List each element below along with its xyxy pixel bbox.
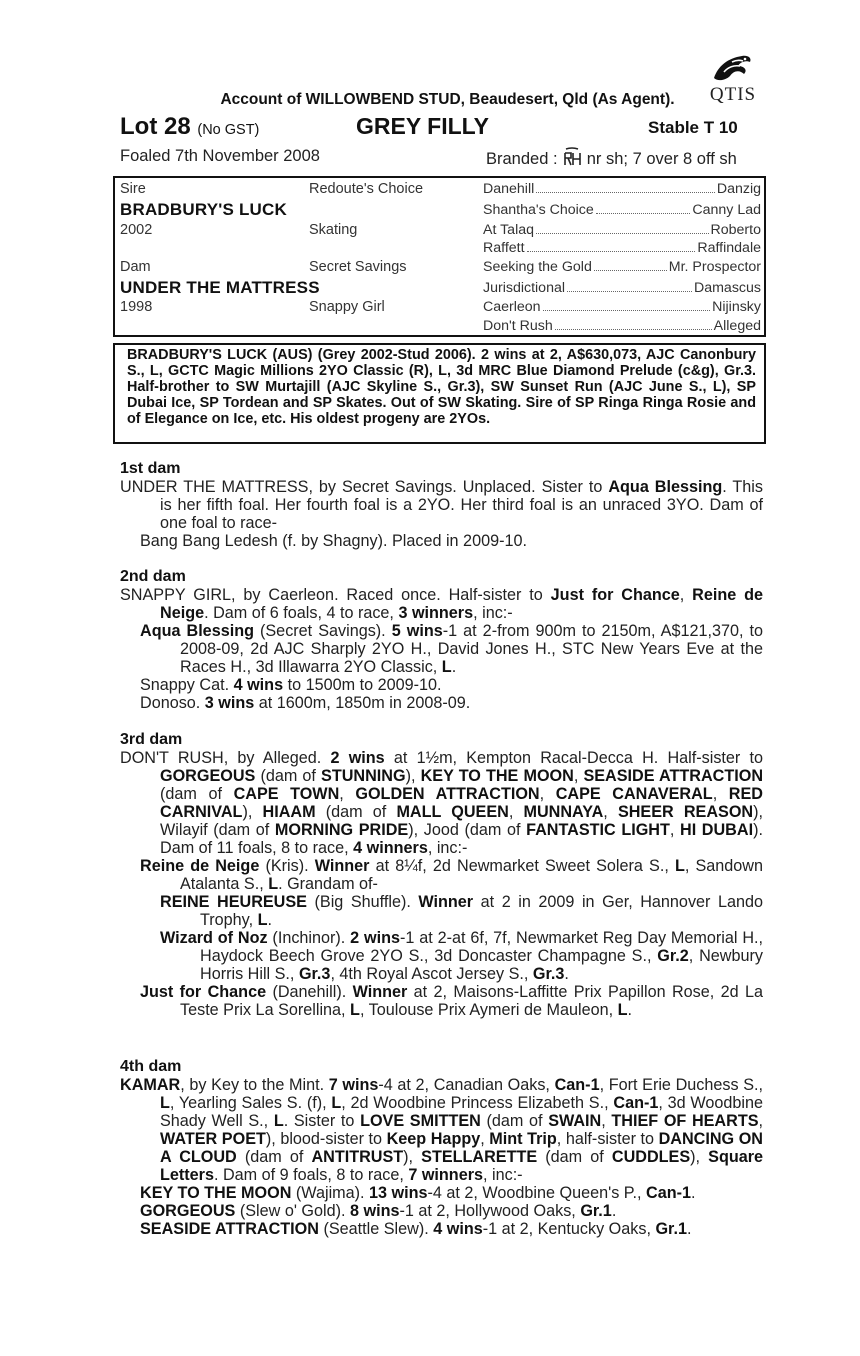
text-run: . bbox=[611, 1202, 617, 1220]
text-run: (dam of bbox=[480, 1112, 549, 1130]
bold-text-run: HIAAM bbox=[262, 803, 316, 821]
bold-text-run: 4 wins bbox=[233, 676, 284, 694]
progeny-entry bbox=[120, 857, 763, 893]
dam-name: UNDER THE MATTRESS bbox=[120, 278, 320, 297]
bold-text-run: KAMAR bbox=[120, 1076, 181, 1094]
brand-description: nr sh; 7 over 8 off sh bbox=[586, 150, 737, 168]
great-grandparent-name: Roberto bbox=[710, 222, 761, 238]
section-heading: 2nd dam bbox=[120, 568, 186, 585]
text-run: , bbox=[508, 803, 524, 821]
bold-text-run: SEASIDE ATTRACTION bbox=[140, 1220, 319, 1238]
text-run: , bbox=[603, 803, 618, 821]
grandparent-name: Raffett bbox=[483, 240, 525, 256]
text-run: , bbox=[573, 767, 584, 785]
grandparent-row bbox=[483, 280, 761, 296]
grandparent-row bbox=[483, 299, 761, 315]
third-dam-section bbox=[120, 731, 763, 1019]
grandparent-name: Seeking the Gold bbox=[483, 259, 592, 275]
bold-text-run: 2 wins bbox=[350, 929, 400, 947]
text-run: , bbox=[669, 821, 680, 839]
text-run: ), Jood (dam of bbox=[408, 821, 527, 839]
bold-text-run: L bbox=[268, 875, 279, 893]
text-run: , bbox=[539, 785, 556, 803]
text-run: at 1600m, 1850m in 2008-09. bbox=[254, 694, 471, 712]
text-run: at 8¼f, 2d Newmarket Sweet Solera S., bbox=[369, 857, 675, 875]
dam-dam: Snappy Girl bbox=[309, 299, 385, 315]
bold-text-run: GORGEOUS bbox=[140, 1202, 236, 1220]
bold-text-run: 3 winners bbox=[398, 604, 474, 622]
text-run: , 4th Royal Ascot Jersey S., bbox=[330, 965, 533, 983]
sire-year: 2002 bbox=[120, 222, 153, 238]
text-run: , inc:- bbox=[427, 839, 468, 857]
bold-text-run: CAPE TOWN bbox=[233, 785, 340, 803]
section-heading: 3rd dam bbox=[120, 731, 183, 748]
text-run: Donoso. bbox=[140, 694, 205, 712]
bold-text-run: Just for Chance bbox=[140, 983, 267, 1001]
stable-number: Stable T 10 bbox=[648, 118, 738, 137]
text-run: -4 at 2, Woodbine Queen's P., bbox=[427, 1184, 646, 1202]
text-run: (Secret Savings). bbox=[253, 622, 392, 640]
dam-paragraph bbox=[120, 478, 763, 532]
bold-text-run: Winner bbox=[418, 893, 474, 911]
bold-text-run: 13 wins bbox=[369, 1184, 428, 1202]
text-run: ), bbox=[690, 1148, 709, 1166]
text-run: . bbox=[627, 1001, 632, 1019]
bold-text-run: FANTASTIC LIGHT bbox=[526, 821, 670, 839]
sire-name: BRADBURY'S LUCK bbox=[120, 200, 287, 219]
grandparent-row bbox=[483, 240, 761, 256]
dam-sire: Secret Savings bbox=[309, 259, 407, 275]
fourth-dam-section bbox=[120, 1058, 763, 1238]
great-grandparent-name: Alleged bbox=[713, 318, 761, 334]
text-run: ). Dam of 11 foals, 8 to race, bbox=[160, 821, 763, 857]
leader-dots bbox=[555, 318, 712, 330]
text-run: -1 at 2-from 900m to 2150m, A$121,370, to 2008-09, 2d AJC Sharply 2YO H., David Jones H., STC New Years Eve at the Races H., 3d Illawarra 2YO Classic, bbox=[180, 622, 763, 676]
text-run: . Sister to bbox=[283, 1112, 361, 1130]
progeny-entry bbox=[120, 622, 763, 676]
grandparent-row bbox=[483, 259, 761, 275]
text-run: . bbox=[686, 1220, 692, 1238]
bold-text-run: GOLDEN ATTRACTION bbox=[355, 785, 540, 803]
bold-text-run: Square Letters bbox=[160, 1148, 764, 1184]
text-run: , Yearling Sales S. (f), bbox=[169, 1094, 332, 1112]
text-run: ), bbox=[403, 1148, 422, 1166]
brand-mark-icon bbox=[562, 147, 582, 167]
great-grandparent-name: Canny Lad bbox=[692, 202, 761, 218]
bold-text-run: LOVE SMITTEN bbox=[360, 1112, 481, 1130]
grandparent-name: Danehill bbox=[483, 181, 535, 197]
bold-text-run: RED CARNIVAL bbox=[160, 785, 763, 821]
bold-text-run: Gr.1 bbox=[580, 1202, 612, 1220]
text-run: . bbox=[451, 658, 457, 676]
bold-text-run: DANCING ON A CLOUD bbox=[160, 1130, 763, 1166]
grandprogeny-entry bbox=[120, 929, 763, 983]
bold-text-run: KEY TO THE MOON bbox=[420, 767, 574, 785]
text-run: -1 at 2-at 6f, 7f, Newmarket Reg Day Memorial H., Haydock Beech Grove 2YO S., 3d Doncaster Champagne S., bbox=[200, 929, 764, 965]
text-run: (dam of bbox=[537, 1148, 612, 1166]
text-run: , 2d Woodbine Princess Elizabeth S., bbox=[341, 1094, 614, 1112]
text-run: , inc:- bbox=[473, 604, 513, 622]
logo-wordmark: QTIS bbox=[709, 84, 757, 105]
text-run: , bbox=[758, 1112, 764, 1130]
bold-text-run: KEY TO THE MOON bbox=[140, 1184, 292, 1202]
bold-text-run: 2 wins bbox=[330, 749, 385, 767]
text-run: (Big Shuffle). bbox=[306, 893, 419, 911]
text-run: , by Key to the Mint. bbox=[180, 1076, 329, 1094]
text-run: (dam of bbox=[315, 803, 397, 821]
text-run: ), blood-sister to bbox=[265, 1130, 387, 1148]
bold-text-run: Can-1 bbox=[646, 1184, 691, 1202]
bold-text-run: GORGEOUS bbox=[160, 767, 256, 785]
text-run: , Toulouse Prix Aymeri de Mauleon, bbox=[359, 1001, 618, 1019]
bold-text-run: L bbox=[617, 1001, 628, 1019]
text-run: -1 at 2, Hollywood Oaks, bbox=[399, 1202, 581, 1220]
text-run: at 1½m, Kempton Racal-Decca H. Half-sister to bbox=[384, 749, 764, 767]
grandparent-row bbox=[483, 202, 761, 218]
bold-text-run: WATER POET bbox=[160, 1130, 266, 1148]
bold-text-run: Gr.1 bbox=[655, 1220, 687, 1238]
text-run: (dam of bbox=[236, 1148, 312, 1166]
dam-paragraph bbox=[120, 749, 763, 857]
bold-text-run: L bbox=[331, 1094, 342, 1112]
progeny-entry bbox=[120, 532, 763, 550]
bold-text-run: Keep Happy bbox=[386, 1130, 481, 1148]
bold-text-run: Just for Chance bbox=[550, 586, 680, 604]
great-grandparent-name: Damascus bbox=[693, 280, 761, 296]
leader-dots bbox=[536, 181, 715, 193]
bold-text-run: Gr.3 bbox=[298, 965, 331, 983]
bold-text-run: STUNNING bbox=[321, 767, 406, 785]
text-run: (Wajima). bbox=[291, 1184, 370, 1202]
progeny-entry bbox=[120, 676, 763, 694]
bold-text-run: L bbox=[674, 857, 685, 875]
text-run: (Danehill). bbox=[266, 983, 353, 1001]
bold-text-run: MALL QUEEN bbox=[396, 803, 509, 821]
bold-text-run: STELLARETTE bbox=[421, 1148, 538, 1166]
text-run: ), bbox=[242, 803, 263, 821]
section-heading: 1st dam bbox=[120, 460, 181, 477]
grandparent-row bbox=[483, 181, 761, 197]
sire-label: Sire bbox=[120, 181, 146, 197]
text-run: , bbox=[712, 785, 729, 803]
leader-dots bbox=[527, 240, 696, 252]
text-run: (Slew o' Gold). bbox=[235, 1202, 350, 1220]
grandparent-name: Jurisdictional bbox=[483, 280, 566, 296]
bold-text-run: THIEF OF HEARTS bbox=[611, 1112, 759, 1130]
text-run: SNAPPY GIRL, by Caerleon. Raced once. Half-sister to bbox=[120, 586, 551, 604]
bold-text-run: REINE HEUREUSE bbox=[160, 893, 307, 911]
sire-summary: BRADBURY'S LUCK (AUS) (Grey 2002-Stud 2006). 2 wins at 2, A$630,073, AJC Canonbury S., L, GCTC Magic Millions 2YO Classic (R), L, 3d MRC Blue Diamond Prelude (c&g), Gr.3. Half-brother to SW Murtajill (AJC Skyline S., Gr.3), SW Sunset Run (AJC June S., L), SP Dubai Ice, SP Tordean and SP Skates. Out of SW Skating. Sire of SP Ringa Ringa Rosie and of Elegance on Ice, etc. His oldest progeny are 2YOs. bbox=[127, 347, 756, 427]
grandprogeny-entry bbox=[120, 893, 763, 929]
bold-text-run: Can-1 bbox=[613, 1094, 659, 1112]
progeny-entry bbox=[120, 694, 763, 712]
text-run: Bang Bang Ledesh (f. by Shagny). Placed in 2009-10. bbox=[140, 532, 527, 550]
text-run: , inc:- bbox=[483, 1166, 523, 1184]
progeny-entry bbox=[120, 983, 763, 1019]
bold-text-run: SHEER REASON bbox=[617, 803, 754, 821]
text-run: . bbox=[267, 911, 272, 929]
bold-text-run: 3 wins bbox=[204, 694, 255, 712]
dam-label: Dam bbox=[120, 259, 151, 275]
text-run: -4 at 2, Canadian Oaks, bbox=[378, 1076, 555, 1094]
leader-dots bbox=[596, 202, 691, 214]
text-run: ), bbox=[405, 767, 421, 785]
text-run: DON'T RUSH, by Alleged. bbox=[120, 749, 331, 767]
bold-text-run: L bbox=[441, 658, 452, 676]
text-run: ), Wilayif (dam of bbox=[160, 803, 764, 839]
text-run: to 1500m to 2009-10. bbox=[283, 676, 442, 694]
horse-description: GREY FILLY bbox=[356, 113, 489, 139]
grandparent-name: At Talaq bbox=[483, 222, 535, 238]
great-grandparent-name: Mr. Prospector bbox=[668, 259, 761, 275]
text-run: . bbox=[690, 1184, 696, 1202]
bold-text-run: L bbox=[160, 1094, 170, 1112]
text-run: (Kris). bbox=[259, 857, 315, 875]
bold-text-run: Wizard of Noz bbox=[160, 929, 268, 947]
text-run: , bbox=[480, 1130, 490, 1148]
brand-label: Branded : bbox=[486, 150, 558, 168]
text-run: , bbox=[601, 1112, 612, 1130]
bold-text-run: SEASIDE ATTRACTION bbox=[583, 767, 764, 785]
progeny-entry bbox=[120, 1184, 763, 1202]
bold-text-run: L bbox=[350, 1001, 360, 1019]
bold-text-run: Aqua Blessing bbox=[140, 622, 254, 640]
text-run: . Dam of 9 foals, 8 to race, bbox=[213, 1166, 409, 1184]
leader-dots bbox=[594, 259, 667, 271]
grandparent-row bbox=[483, 222, 761, 238]
grandparent-row bbox=[483, 318, 761, 334]
bold-text-run: Winner bbox=[314, 857, 370, 875]
bold-text-run: 5 wins bbox=[391, 622, 443, 640]
bold-text-run: MORNING PRIDE bbox=[274, 821, 409, 839]
bold-text-run: HI DUBAI bbox=[680, 821, 754, 839]
brand-info bbox=[486, 147, 737, 169]
vendor-account: Account of WILLOWBEND STUD, Beaudesert, Qld (As Agent). bbox=[220, 91, 675, 108]
text-run: Snappy Cat. bbox=[140, 676, 234, 694]
text-run: , bbox=[679, 586, 693, 604]
text-run: at 2 in 2009 in Ger, Hannover Lando Trophy, bbox=[200, 893, 763, 929]
text-run: (dam of bbox=[255, 767, 322, 785]
sire-dam: Skating bbox=[309, 222, 358, 238]
text-run: , bbox=[339, 785, 356, 803]
bold-text-run: 4 winners bbox=[353, 839, 428, 857]
text-run: , 3d Woodbine Shady Well S., bbox=[160, 1094, 763, 1130]
lot-number bbox=[120, 113, 259, 141]
bold-text-run: L bbox=[273, 1112, 284, 1130]
text-run: , Fort Erie Duchess S., bbox=[599, 1076, 764, 1094]
bold-text-run: 4 wins bbox=[433, 1220, 483, 1238]
leader-dots bbox=[543, 299, 711, 311]
text-run: . Dam of 6 foals, 4 to race, bbox=[204, 604, 399, 622]
sire-summary-box bbox=[113, 343, 766, 444]
pedigree-table bbox=[113, 176, 766, 337]
bold-text-run: CAPE CANAVERAL bbox=[555, 785, 713, 803]
progeny-entry bbox=[120, 1220, 763, 1238]
foaling-date: Foaled 7th November 2008 bbox=[120, 147, 320, 165]
horse-head-logo-icon bbox=[710, 52, 754, 82]
dam-paragraph bbox=[120, 586, 763, 622]
bold-text-run: Gr.2 bbox=[657, 947, 689, 965]
great-grandparent-name: Nijinsky bbox=[712, 299, 761, 315]
gst-note: (No GST) bbox=[197, 122, 260, 138]
bold-text-run: Mint Trip bbox=[489, 1130, 557, 1148]
dam-year: 1998 bbox=[120, 299, 153, 315]
text-run: UNDER THE MATTRESS, by Secret Savings. Unplaced. Sister to bbox=[120, 478, 609, 496]
second-dam-section bbox=[120, 568, 763, 712]
text-run: at 2, Maisons-Laffitte Prix Papillon Rose, 2d La Teste Prix La Sorellina, bbox=[180, 983, 763, 1019]
bold-text-run: 7 wins bbox=[328, 1076, 379, 1094]
bold-text-run: Reine de Neige bbox=[160, 586, 763, 622]
bold-text-run: MUNNAYA bbox=[523, 803, 604, 821]
great-grandparent-name: Raffindale bbox=[697, 240, 761, 256]
text-run: (dam of bbox=[160, 785, 234, 803]
bold-text-run: Aqua Blessing bbox=[608, 478, 723, 496]
bold-text-run: Gr.3 bbox=[532, 965, 565, 983]
text-run: , half-sister to bbox=[556, 1130, 659, 1148]
bold-text-run: ANTITRUST bbox=[311, 1148, 404, 1166]
bold-text-run: Winner bbox=[352, 983, 408, 1001]
bold-text-run: Can-1 bbox=[554, 1076, 600, 1094]
grandparent-name: Don't Rush bbox=[483, 318, 553, 334]
leader-dots bbox=[536, 222, 709, 234]
section-heading: 4th dam bbox=[120, 1058, 182, 1075]
bold-text-run: 7 winners bbox=[408, 1166, 483, 1184]
lot-label: Lot 28 bbox=[120, 113, 191, 140]
bold-text-run: L bbox=[257, 911, 268, 929]
sire-sire: Redoute's Choice bbox=[309, 181, 424, 197]
first-dam-section bbox=[120, 460, 763, 550]
bold-text-run: 8 wins bbox=[349, 1202, 400, 1220]
text-run: , Newbury Horris Hill S., bbox=[200, 947, 763, 983]
text-run: . bbox=[564, 965, 569, 983]
great-grandparent-name: Danzig bbox=[716, 181, 761, 197]
bold-text-run: Reine de Neige bbox=[140, 857, 260, 875]
text-run: (Seattle Slew). bbox=[318, 1220, 434, 1238]
grandparent-name: Caerleon bbox=[483, 299, 541, 315]
grandparent-name: Shantha's Choice bbox=[483, 202, 594, 218]
leader-dots bbox=[567, 280, 692, 292]
bold-text-run: CUDDLES bbox=[611, 1148, 691, 1166]
bold-text-run: SWAIN bbox=[548, 1112, 602, 1130]
text-run: -1 at 2, Kentucky Oaks, bbox=[482, 1220, 656, 1238]
text-run: . Grandam of- bbox=[278, 875, 378, 893]
dam-paragraph bbox=[120, 1076, 763, 1184]
text-run: , Sandown Atalanta S., bbox=[180, 857, 763, 893]
progeny-entry bbox=[120, 1202, 763, 1220]
text-run: (Inchinor). bbox=[267, 929, 351, 947]
text-run: . This is her fifth foal. Her fourth foal is a 2YO. Her third foal is an unraced 3YO. Dam of one foal to race- bbox=[160, 478, 763, 532]
